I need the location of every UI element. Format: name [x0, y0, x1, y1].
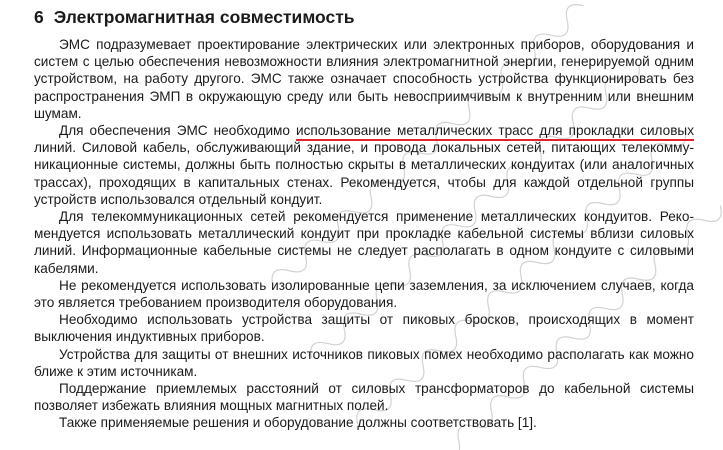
- paragraph-compliance: Также применяемые решения и оборудование должны соответствовать [1].: [59, 415, 537, 431]
- section-heading: [34, 6, 355, 28]
- section-body: [34, 36, 694, 432]
- paragraph-emc-requirements: [34, 122, 694, 208]
- highlighted-phrase: использование металлических трасс для прокладки силовых: [296, 123, 694, 141]
- section-title: Электромагнитная совместимость: [53, 7, 355, 27]
- paragraph-lead-text: Для обеспечения ЭМС необходимо: [59, 123, 296, 139]
- paragraph-rest-text: линий. Силовой кабель, обслуживающий здание, и провода локальных сетей, питающих телекоммуникационные системы, должны быть полностью скрыты в металлических кондуитах (или аналогичных трассах), проходящих в капитальных стенах. Рекомендуется, чтобы для каждой отдельной группы устройств использовался отдельный кондуит.: [34, 140, 694, 207]
- paragraph-telecom-conduits: Для телекоммуникационных сетей рекомендуется применение металлических кондуитов. Рекомендуется использовать металлический кондуит при прокладке кабельной системы вблизи силовых линий. Информационные кабельные системы не следует располагать в одном кондуите с силовыми кабелями.: [34, 209, 694, 276]
- paragraph-emc-definition: ЭМС подразумевает проектирование электрических или электронных приборов, оборудования и систем с целью обеспечения невозможности влияния электромагнитной энергии, генерируемой одним устройством, на работу другого. ЭМС также означает способность устройства функционировать без распространения ЭМП в окружающую среду или быть невосприимчивым к внутренним или внешним шумам.: [34, 37, 694, 121]
- paragraph-grounding: Не рекомендуется использовать изолированные цепи заземления, за исключением случаев, когда это является требованием производителя оборудования.: [34, 277, 694, 311]
- paragraph-transformer-distance: Поддержание приемлемых расстояний от силовых трансформаторов до кабельной системы позволяет избежать влияния мощных магнитных полей.: [34, 381, 694, 414]
- paragraph-surge-protection: Необходимо использовать устройства защиты от пиковых бросков, происходящих в момент выключения индуктивных приборов.: [34, 312, 694, 345]
- paragraph-external-protection: Устройства для защиты от внешних источников пиковых помех необходимо располагать как можно ближе к этим источникам.: [34, 346, 694, 379]
- section-number: 6: [34, 7, 44, 27]
